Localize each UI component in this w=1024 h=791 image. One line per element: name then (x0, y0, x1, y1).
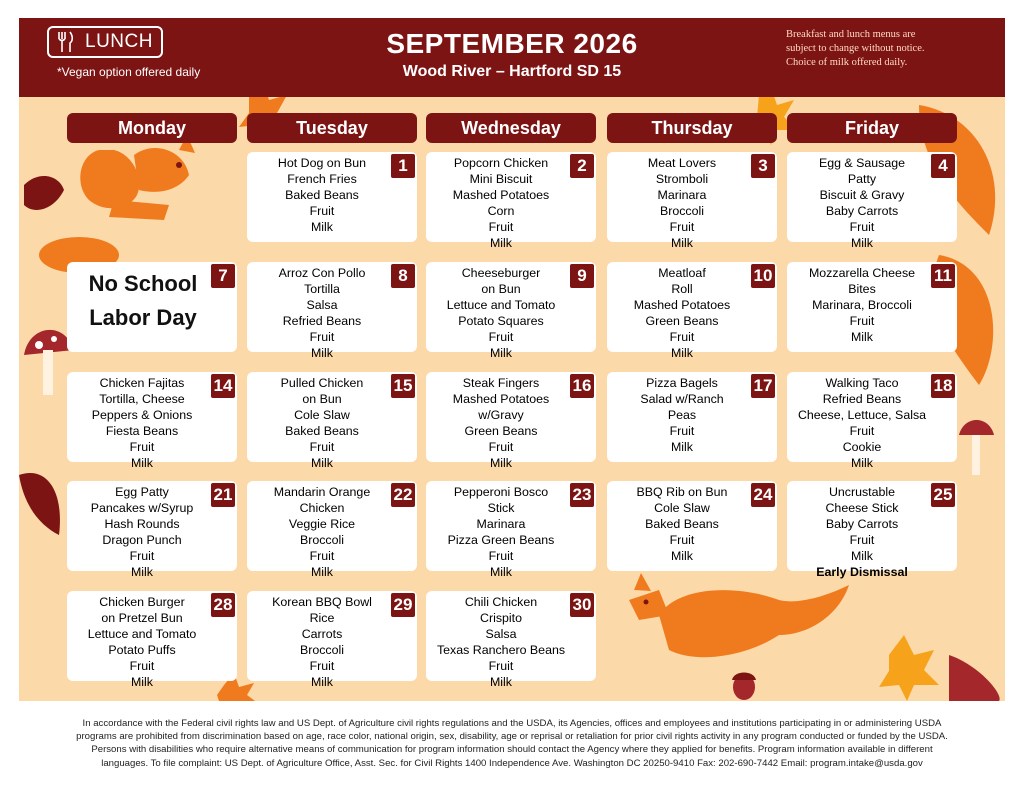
menu-items (251, 594, 393, 691)
page-title: SEPTEMBER 2026 (386, 28, 638, 59)
menu-items (791, 265, 933, 345)
date-number: 4 (931, 154, 955, 178)
menu-item: Popcorn Chicken (453, 156, 549, 170)
menu-item: Mandarin Orange (273, 485, 371, 499)
notice-line: Choice of milk offered daily. (786, 57, 908, 68)
menu-item: Lettuce and Tomato (87, 627, 197, 642)
menu-items (430, 594, 572, 691)
date-number: 23 (570, 483, 594, 507)
menu-item: Milk (489, 346, 513, 361)
menu-item: Baby Carrots (825, 517, 899, 532)
date-number: 10 (751, 264, 775, 288)
menu-item: Salsa (485, 627, 517, 642)
day-cell (247, 481, 417, 580)
day-header-wednesday: Wednesday (426, 113, 596, 143)
menu-item: Fruit (669, 424, 695, 439)
menu-item: Milk (130, 456, 154, 471)
date-number: 1 (391, 154, 415, 178)
menu-item: Fruit (488, 659, 514, 674)
notice-line: subject to change without notice. (786, 43, 925, 54)
day-cell (787, 262, 957, 352)
menu-item: Fruit (129, 440, 155, 455)
fox-icon (629, 573, 849, 657)
menu-items (791, 155, 933, 252)
menu-item: Biscuit & Gravy (819, 188, 905, 203)
menu-item: Fruit (488, 220, 514, 235)
maple-leaf-decoration (879, 635, 939, 701)
menu-items (791, 375, 933, 472)
day-cell (67, 262, 237, 352)
menu-item: Milk (850, 456, 874, 471)
menu-items (71, 594, 213, 691)
menu-item: Fruit (129, 549, 155, 564)
menu-item: Dragon Punch (102, 533, 182, 548)
day-cell (426, 591, 596, 690)
menu-items (611, 375, 753, 455)
menu-items (430, 375, 572, 472)
menu-item: Refried Beans (282, 314, 362, 329)
usda-disclaimer (30, 717, 994, 770)
day-cell (426, 481, 596, 580)
menu-item: Arroz Con Pollo (278, 266, 366, 280)
menu-item: on Bun (302, 392, 342, 407)
menu-item: Milk (670, 440, 694, 455)
acorn-icon (732, 673, 756, 701)
notice-line: Breakfast and lunch menus are (786, 29, 916, 40)
menu-item: Fruit (849, 314, 875, 329)
day-cell (247, 591, 417, 690)
day-cell (247, 372, 417, 471)
menu-item: Baked Beans (285, 188, 359, 203)
date-number: 2 (570, 154, 594, 178)
menu-item: BBQ Rib on Bun (636, 485, 728, 499)
menu-item: Broccoli (299, 533, 345, 548)
date-number: 8 (391, 264, 415, 288)
menu-item: Bites (848, 282, 876, 297)
menu-item: Fruit (488, 440, 514, 455)
menu-item: Cole Slaw (294, 408, 350, 423)
menu-item: Lettuce and Tomato (446, 298, 556, 313)
menu-item: Baby Carrots (825, 204, 899, 219)
menu-item: Walking Taco (825, 376, 899, 390)
date-number: 17 (751, 374, 775, 398)
menu-item: French Fries (287, 172, 357, 187)
day-cell (787, 481, 957, 580)
menu-items (251, 265, 393, 362)
menu-items (430, 155, 572, 252)
holiday-note (73, 267, 213, 335)
menu-item: Fruit (309, 549, 335, 564)
date-number: 11 (931, 264, 955, 288)
leaf-decoration (949, 655, 1000, 701)
date-number: 21 (211, 483, 235, 507)
page-subtitle: Wood River – Hartford SD 15 (402, 63, 622, 80)
menu-item: Milk (130, 675, 154, 690)
menu-item: Milk (130, 565, 154, 580)
menu-item: Milk (670, 549, 694, 564)
day-cell (607, 262, 777, 361)
menu-items (430, 484, 572, 581)
menu-item: Crispito (480, 611, 522, 626)
menu-item: Pancakes w/Syrup (90, 501, 194, 516)
menu-item: Milk (850, 330, 874, 345)
menu-item: Milk (670, 236, 694, 251)
day-cell (607, 152, 777, 251)
menu-item: on Bun (481, 282, 521, 297)
date-number: 14 (211, 374, 235, 398)
menu-item: Roll (671, 282, 693, 297)
menu-item: Hash Rounds (104, 517, 180, 532)
menu-item: Cookie (842, 440, 882, 455)
menu-item: Chicken (299, 501, 345, 516)
menu-item: Chicken Burger (99, 595, 185, 609)
menu-item: Veggie Rice (288, 517, 356, 532)
menu-item: Marinara (476, 517, 526, 532)
menu-item: w/Gravy (478, 408, 524, 423)
menu-item: Peas (667, 408, 697, 423)
menu-item: Tortilla, Cheese (99, 392, 185, 407)
menu-item: Corn (487, 204, 515, 219)
menu-item: Tortilla (304, 282, 340, 297)
day-cell (247, 262, 417, 361)
disclaimer-line: languages. To file complaint: US Dept. of Agriculture Office, Asst. Sec. for Civil Rights 1400 Independence Ave. Washington DC 20250-9410 Fax: 202-690-7442 Email: program.intake@usda.gov (101, 757, 923, 769)
menu-item: Pizza Green Beans (447, 533, 555, 548)
menu-item: Pepperoni Bosco (453, 485, 549, 499)
oak-leaf-decoration (24, 176, 64, 210)
menu-item: on Pretzel Bun (101, 611, 183, 626)
menu-item: Fruit (849, 533, 875, 548)
day-header-thursday: Thursday (607, 113, 777, 143)
menu-items (251, 375, 393, 472)
menu-notice (786, 28, 996, 70)
disclaimer-line: programs are prohibited from discrimination based on age, race color, national origin, sex, disability, age or reprisal or retaliation for prior civil rights activity in any program conducted or funded by the USDA. (76, 731, 948, 743)
menu-item: Milk (489, 456, 513, 471)
menu-item: Marinara (657, 188, 707, 203)
menu-item: Baked Beans (645, 517, 719, 532)
holiday-line: Labor Day (89, 305, 197, 330)
mushroom-icon (959, 420, 994, 475)
disclaimer-line: In accordance with the Federal civil rights law and US Dept. of Agriculture civil rights regulations and the USDA, its Agencies, offices and employees and institutions participating in or administering USDA (82, 718, 942, 729)
menu-item: Egg & Sausage (818, 156, 906, 170)
menu-items (71, 484, 213, 581)
day-cell (787, 372, 957, 471)
date-number: 28 (211, 593, 235, 617)
menu-items (611, 155, 753, 252)
day-cell (67, 372, 237, 471)
menu-item: Cheese, Lettuce, Salsa (797, 408, 927, 423)
day-cell (426, 152, 596, 251)
menu-item: Fruit (849, 424, 875, 439)
menu-item: Milk (310, 346, 334, 361)
menu-item: Milk (310, 675, 334, 690)
menu-item: Potato Squares (458, 314, 544, 329)
menu-items (251, 155, 393, 235)
menu-item: Milk (670, 346, 694, 361)
vegan-note: *Vegan option offered daily (57, 65, 201, 79)
menu-item: Milk (310, 220, 334, 235)
menu-item: Korean BBQ Bowl (272, 595, 372, 609)
menu-item: Mini Biscuit (469, 172, 533, 187)
header-banner (19, 18, 1005, 97)
menu-item: Broccoli (299, 643, 345, 658)
menu-item: Fruit (669, 220, 695, 235)
day-cell (607, 372, 777, 462)
menu-item: Mashed Potatoes (452, 188, 550, 203)
menu-item: Marinara, Broccoli (812, 298, 912, 313)
date-number: 9 (570, 264, 594, 288)
menu-item: Salsa (306, 298, 338, 313)
menu-item: Milk (850, 549, 874, 564)
menu-items (430, 265, 572, 362)
day-header-monday: Monday (67, 113, 237, 143)
menu-items (791, 484, 933, 581)
menu-item: Milk (850, 236, 874, 251)
menu-item: Milk (310, 456, 334, 471)
day-cell (787, 152, 957, 251)
menu-item: Pulled Chicken (280, 376, 364, 390)
menu-item: Milk (310, 565, 334, 580)
date-number: 25 (931, 483, 955, 507)
day-cell (426, 262, 596, 361)
menu-item: Fruit (309, 659, 335, 674)
day-header-friday: Friday (787, 113, 957, 143)
day-cell (607, 481, 777, 571)
holiday-line: No School (88, 271, 198, 296)
menu-item: Mashed Potatoes (452, 392, 550, 407)
date-number: 29 (391, 593, 415, 617)
menu-item: Milk (489, 565, 513, 580)
menu-item: Stick (487, 501, 515, 516)
menu-item: Chili Chicken (464, 595, 538, 609)
day-cell (67, 481, 237, 580)
menu-item: Green Beans (645, 314, 719, 329)
menu-item: Egg Patty (115, 485, 169, 499)
date-number: 30 (570, 593, 594, 617)
disclaimer-line: Persons with disabilities who require alternative means of communication for program information should contact the Agency where they applied for benefits. Program information available in different (91, 744, 933, 756)
date-number: 22 (391, 483, 415, 507)
menu-item: Fruit (669, 330, 695, 345)
menu-item: Uncrustable (828, 485, 896, 499)
menu-item: Fiesta Beans (105, 424, 179, 439)
menu-item: Carrots (301, 627, 343, 642)
menu-item: Fruit (129, 659, 155, 674)
menu-item: Fruit (849, 220, 875, 235)
menu-item: Patty (847, 172, 877, 187)
menu-item: Cheese Stick (825, 501, 899, 516)
menu-item: Salad w/Ranch (640, 392, 724, 407)
menu-items (611, 484, 753, 564)
menu-item: Fruit (488, 549, 514, 564)
early-dismissal-note: Early Dismissal (816, 565, 908, 580)
day-cell (426, 372, 596, 471)
logo-label: LUNCH (85, 31, 153, 52)
day-cell (67, 591, 237, 690)
day-header-tuesday: Tuesday (247, 113, 417, 143)
menu-item: Milk (489, 236, 513, 251)
date-number: 15 (391, 374, 415, 398)
menu-items (71, 375, 213, 472)
menu-item: Refried Beans (822, 392, 902, 407)
menu-item: Mozzarella Cheese (808, 266, 916, 280)
menu-item: Milk (489, 675, 513, 690)
menu-item: Rice (309, 611, 335, 626)
date-number: 24 (751, 483, 775, 507)
menu-item: Green Beans (464, 424, 538, 439)
menu-item: Steak Fingers (462, 376, 540, 390)
menu-item: Broccoli (659, 204, 705, 219)
menu-item: Meat Lovers (647, 156, 717, 170)
menu-item: Mashed Potatoes (633, 298, 731, 313)
date-number: 3 (751, 154, 775, 178)
menu-item: Cheeseburger (461, 266, 541, 280)
menu-item: Potato Puffs (108, 643, 176, 658)
menu-item: Fruit (309, 440, 335, 455)
date-number: 16 (570, 374, 594, 398)
day-cell (247, 152, 417, 242)
menu-item: Baked Beans (285, 424, 359, 439)
menu-item: Pizza Bagels (646, 376, 718, 390)
menu-item: Fruit (309, 204, 335, 219)
menu-item: Texas Ranchero Beans (436, 643, 566, 658)
menu-item: Cole Slaw (654, 501, 710, 516)
date-number: 18 (931, 374, 955, 398)
squirrel-icon (80, 135, 195, 220)
menu-items (251, 484, 393, 581)
menu-item: Fruit (309, 330, 335, 345)
menu-item: Chicken Fajitas (99, 376, 185, 390)
menu-item: Meatloaf (658, 266, 706, 280)
menu-item: Hot Dog on Bun (277, 156, 367, 170)
menu-item: Peppers & Onions (91, 408, 193, 423)
menu-item: Fruit (669, 533, 695, 548)
date-number: 7 (211, 264, 235, 288)
menu-item: Fruit (488, 330, 514, 345)
menu-items (611, 265, 753, 362)
fork-knife-icon (55, 30, 75, 54)
menu-item: Stromboli (655, 172, 709, 187)
lunch-logo (47, 26, 163, 58)
leaf-decoration (19, 473, 60, 535)
